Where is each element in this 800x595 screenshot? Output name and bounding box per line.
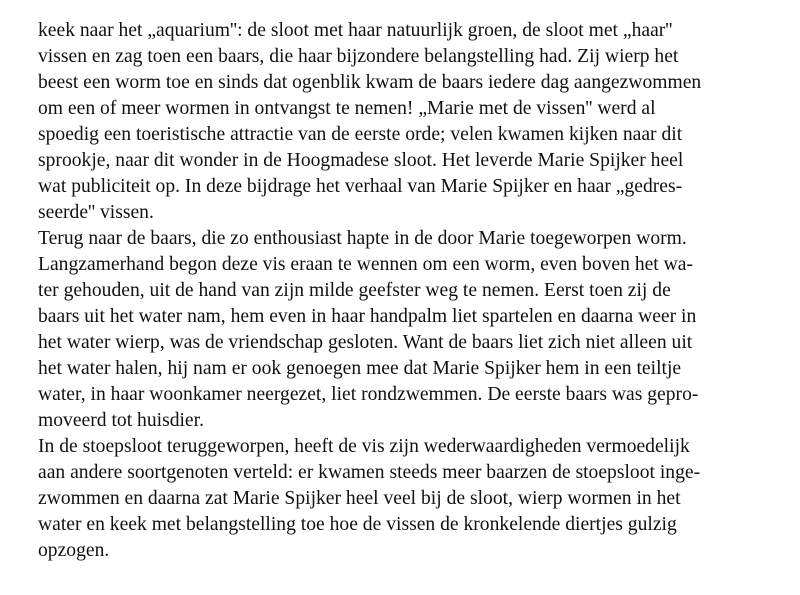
text-line: sprookje, naar dit wonder in de Hoogmadese sloot. Het leverde Marie Spijker heel [38, 150, 684, 171]
text-line: vissen en zag toen een baars, die haar bijzondere belangstelling had. Zij wierp het [38, 46, 679, 67]
text-line: aan andere soortgenoten verteld: er kwamen steeds meer baarzen de stoepsloot inge- [38, 462, 701, 483]
text-line: Langzamerhand begon deze vis eraan te wennen om een worm, even boven het wa- [38, 254, 694, 275]
text-line: opzogen. [38, 540, 110, 561]
text-line: moveerd tot huisdier. [38, 410, 204, 431]
text-line: beest een worm toe en sinds dat ogenblik kwam de baars iedere dag aangezwommen [38, 72, 702, 93]
text-line: zwommen en daarna zat Marie Spijker heel veel bij de sloot, wierp wormen in het [38, 488, 681, 509]
text-line: Terug naar de baars, die zo enthousiast hapte in de door Marie toegeworpen worm. [38, 228, 687, 249]
text-line: ter gehouden, uit de hand van zijn milde geefster weg te nemen. Eerst toen zij de [38, 280, 671, 301]
text-line: In de stoepsloot teruggeworpen, heeft de vis zijn wederwaardigheden vermoedelijk [38, 436, 690, 457]
text-line: water, in haar woonkamer neergezet, liet rondzwemmen. De eerste baars was gepro- [38, 384, 699, 405]
text-line: baars uit het water nam, hem even in haar handpalm liet spartelen en daarna weer in [38, 306, 697, 327]
text-line: wat publiciteit op. In deze bijdrage het verhaal van Marie Spijker en haar „gedres- [38, 176, 683, 197]
text-line: seerde'' vissen. [38, 202, 154, 223]
text-line: spoedig een toeristische attractie van de eerste orde; velen kwamen kijken naar dit [38, 124, 683, 145]
text-line: het water wierp, was de vriendschap gesloten. Want de baars liet zich niet alleen uit [38, 332, 693, 353]
text-line: om een of meer wormen in ontvangst te nemen! „Marie met de vissen'' werd al [38, 98, 656, 119]
text-line: het water halen, hij nam er ook genoegen mee dat Marie Spijker hem in een teiltje [38, 358, 682, 379]
text-line: water en keek met belangstelling toe hoe de vissen de kronkelende diertjes gulzig [38, 514, 677, 535]
text-line: keek naar het „aquarium'': de sloot met haar natuurlijk groen, de sloot met „haar'' [38, 20, 673, 41]
